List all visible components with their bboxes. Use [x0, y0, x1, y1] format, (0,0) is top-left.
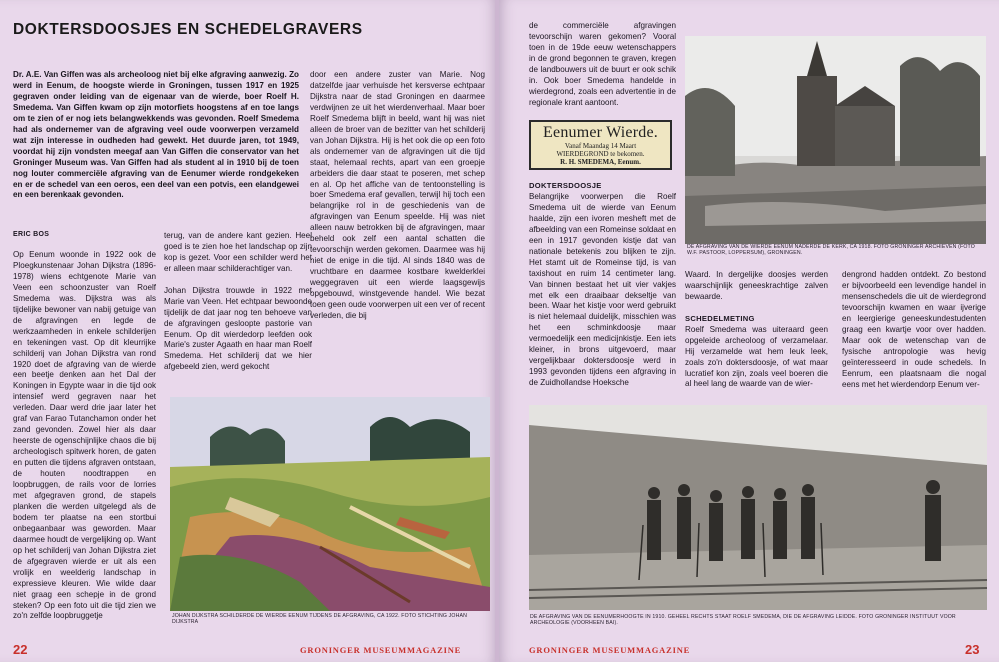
workers-photo	[529, 405, 987, 610]
column-2-left	[164, 231, 312, 384]
magazine-name-left: GRONINGER MUSEUMMAGAZINE	[300, 645, 462, 655]
church-caption: DE AFGRAVING VAN DE WIERDE EENUM NADERDE DE KERK, CA 1918. FOTO GRONINGER ARCHIEVEN (FOTO W.F. PASTOOR, LOPPERSUM), GRONINGEN.	[687, 244, 975, 257]
byline: ERIC BOS	[13, 231, 50, 238]
column-text: Johan Dijkstra trouwde in 1922 met Marie van Veen. Het echtpaar bewoonde tijdelijk de dat jaar nog ten behoeve van de afgravingen gesloopte pastorie van Eenum. Op dit wierdedorp leefden ook Marie's zuster Agaath en haar man Roelf Smedema. Het schilderij dat we hier afgebeeld zien, werd gekocht	[164, 285, 312, 372]
ad-line-1: Vanaf Maandag 14 Maart	[564, 142, 637, 150]
painting-caption: JOHAN DIJKSTRA SCHILDERDE DE WIERDE EENUM TIJDENS DE AFGRAVING, CA 1922. FOTO STICHTING JOHAN DIJKSTRA	[172, 613, 467, 626]
ad-line-3: R. H. SMEDEMA, Eenum.	[560, 158, 641, 166]
column-text: de commerciële afgravingen tevoorschijn waren gekomen? Vooral toen in de 19de eeuw wetenschappers in de grond begonnen te graven, kregen de landbouwers uit de buurt er ook schik in. Ook boer Smedema handelde in wierdegrond, zoals een advertentie in de regionale krant aantoont.	[529, 21, 676, 107]
column-text: door een andere zuster van Marie. Nog datzelfde jaar verhuisde het kersverse echtpaar Dijkstra naar de stad Groningen en daarmee verdwijnen ze uit het wierdenverhaal. Maar boer Roelf Smedema blijft in beeld, want hij was niet alleen de broer van de bezitter van het schilderij van Johan Dijkstra. Hij is het ook die op een foto als ondernemer van de afgravingen uit die tijd staat, helemaal rechts, apart van een groepje arbeiders die daar staat te poseren, met schep en al. Op het affiche van de tentoonstelling is boer Smedema eraf gevallen, terwijl hij toch een belangrijke rol in de geschiedenis van de afgravingen van Eenum speelde. Hij was niet alleen nauw betrokken bij de afgravingen, maar beheld ook zelf een aantal schatten die tevoorschijn werden gekomen. Daarmee was hij niet de enige in die tijd. Al sinds 1840 was de vruchtbare en daarmee kostbare kwelderklei weggegraven uit een wierde laagsgewijs opgebouwd, winstgevende handel. Wie bezat toen geen oude voorwerpen uit een ver of recent verleden, die bij	[310, 70, 485, 320]
right-page	[499, 0, 999, 662]
column-text: Waard. In dergelijke doosjes werden waarschijnlijk geneeskrachtige zalven bewaarde.	[685, 270, 828, 301]
painting-illustration	[170, 397, 490, 611]
column-text: Roelf Smedema was uiteraard geen opgeleide archeoloog of verzamelaar. Hij verzamelde wat hem leuk leek, zoals zo'n doktersdoosje, of wat maar lucratief kon zijn, zoals veel boeren die al heel lang de waarde van de wier-	[685, 324, 828, 389]
left-page	[0, 0, 497, 662]
column-text: Belangrijke voorwerpen die Roelf Smedema uit de wierde van Eenum haalde, zijn een ivoren mesheft met de afbeelding van een Romeinse soldaat en een in 1917 gevonden kistje dat van nationale betekenis zou blijken te zijn. Het stamt uit de Romeinse tijd, is van taxishout en ruim 14 centimeter lang. Van binnen bestaat het uit vier vakjes met elk een draaibaar dekseltje van been. Waar het kistje voor werd gebruikt is niet helemaal duidelijk, misschien was het een schminkdoosje maar vermoedelijk een medicijnkistje. Een iets kleiner, in brons uitgevoerd, maar vergelijkbaar doktersdoosje werd in 1993 gevonden tijdens een afgraving in de Zuidhollandse Hoeksche	[529, 191, 676, 388]
workers-caption: DE AFGRAVING VAN DE EENUMERHOOGTE IN 1910. GEHEEL RECHTS STAAT ROELF SMEDEMA, DIE DE AFGRAVING LEIDDE. FOTO GRONINGER INSTITUUT VOOR ARCHEOLOGIE (VOORHEEN BAI).	[530, 614, 956, 627]
subheading-schedelmeting: SCHEDELMETING	[685, 313, 755, 323]
page-number-right: 23	[965, 642, 980, 657]
column-3-left	[310, 70, 485, 322]
column-1-right-mid	[529, 181, 676, 389]
painting-image	[170, 397, 490, 611]
article-title: DOKTERSDOOSJES EN SCHEDELGRAVERS	[13, 21, 363, 38]
magazine-name-right: GRONINGER MUSEUMMAGAZINE	[529, 645, 691, 655]
ad-line-2: WIERDEGROND te bekomen.	[556, 150, 645, 158]
column-1-left	[13, 250, 156, 622]
column-text: Op Eenum woonde in 1922 ook de Ploegkunstenaar Johan Dijkstra (1896-1978) wiens echtgenote Marie van Veen een schoonzuster van Roelf Smedema was. Dijkstra was als tijdelijke bewoner van nabij getuige van de afgravingen en legde de werkzaamheden in enkele schilderijen en tekeningen vast. Op dit kleurrijke schilderij van Johan Dijkstra van rond 1920 doet de afgraving van de wierde een beetje denken aan het Dal der Koningen in Egypte waar in die tijd ook intensief werd gegraven naar het verleden. Daar werd drie jaar later het graf van Farao Tutanchamon onder het zand gevonden. Zowel hier als daar heerste de ogenschijnlijke chaos die bij archeologisch spitwerk horen, de gaten en putten die tijdens afgraven ontstaan, de houten noodtrappen en loopbruggen, de rails voor de lorries met afgegraven grond, de stapels planken die werden uitgelegd als de bodem ter plaatse na een stortbui onbegaanbaar was geworden. Maar daarmee houdt de vergelijking op. Want op het schilderij van Johan Dijkstra ziet de afgegraven wierde er uit als een vrolijk en weelderig landschap in expressieve kleuren. Wie wilde daar niet graag een schepje in de grond steken? Op een foto uit die tijd zien we zo'n zelfde loopbruggetje	[13, 250, 156, 621]
subheading-doktersdoosje: DOKTERSDOOSJE	[529, 181, 602, 190]
ad-headline: Eenumer Wierde.	[543, 124, 658, 141]
page-number-left: 22	[13, 642, 28, 657]
newspaper-advertisement	[529, 120, 672, 170]
column-text: dengrond hadden ontdekt. Zo bestond er bijvoorbeeld een levendige handel in mensenschedels die uit de wierdegrond tevoorschijn kwamen en waar ijverige en leergierige geneeskundestudenten graag een kwartje voor over hadden. Maar ook de wetenschap van de fysische antropologie was hevig geïnteresseerd in oude schedels. In Eenrum, een plaatsnaam die nogal eens met het wierdendorp Eenum ver-	[842, 270, 986, 389]
column-text: terug, van de andere kant gezien. Heel goed is te zien hoe het landschap op zijn kop is gezet. Voor een schilder werd het er alleen maar schilderachtiger van.	[164, 231, 312, 273]
intro-paragraph: Dr. A.E. Van Giffen was als archeoloog niet bij elke afgraving aanwezig. Zo werd in Eenum, de hoogste wierde in Groningen, tussen 1917 en 1925 gegraven onder leiding van de eigenaar van de wierde, boer Roelf H. Smedema. Van Giffen kwam op zijn motorfiets hoogstens af en toe langs om te zien of er nog iets belangwekkends was gevonden. Roelf Smedema had als ondernemer van de afgraving veel oude voorwerpen verzameld wat zijn interesse in oudheden had gewekt. Het duurde jaren, tot 1949, voordat hij zijn vondsten meegaf aan Van Giffen die conservator van het Groninger Museum was. Van Giffen had als student al in 1910 bij de toen nog louter commerciële afgraving van de Eenumer wierde rondgekeken en er de schedel van een oeros, een deel van een potvis, een elandgewei en een berenkaak gevonden.	[13, 70, 299, 200]
column-3-right	[842, 270, 986, 390]
column-2-right	[685, 270, 828, 390]
workers-photo-illustration	[529, 405, 987, 610]
church-photo-illustration	[685, 36, 986, 244]
church-photo	[685, 36, 986, 244]
column-1-right-top	[529, 21, 676, 109]
